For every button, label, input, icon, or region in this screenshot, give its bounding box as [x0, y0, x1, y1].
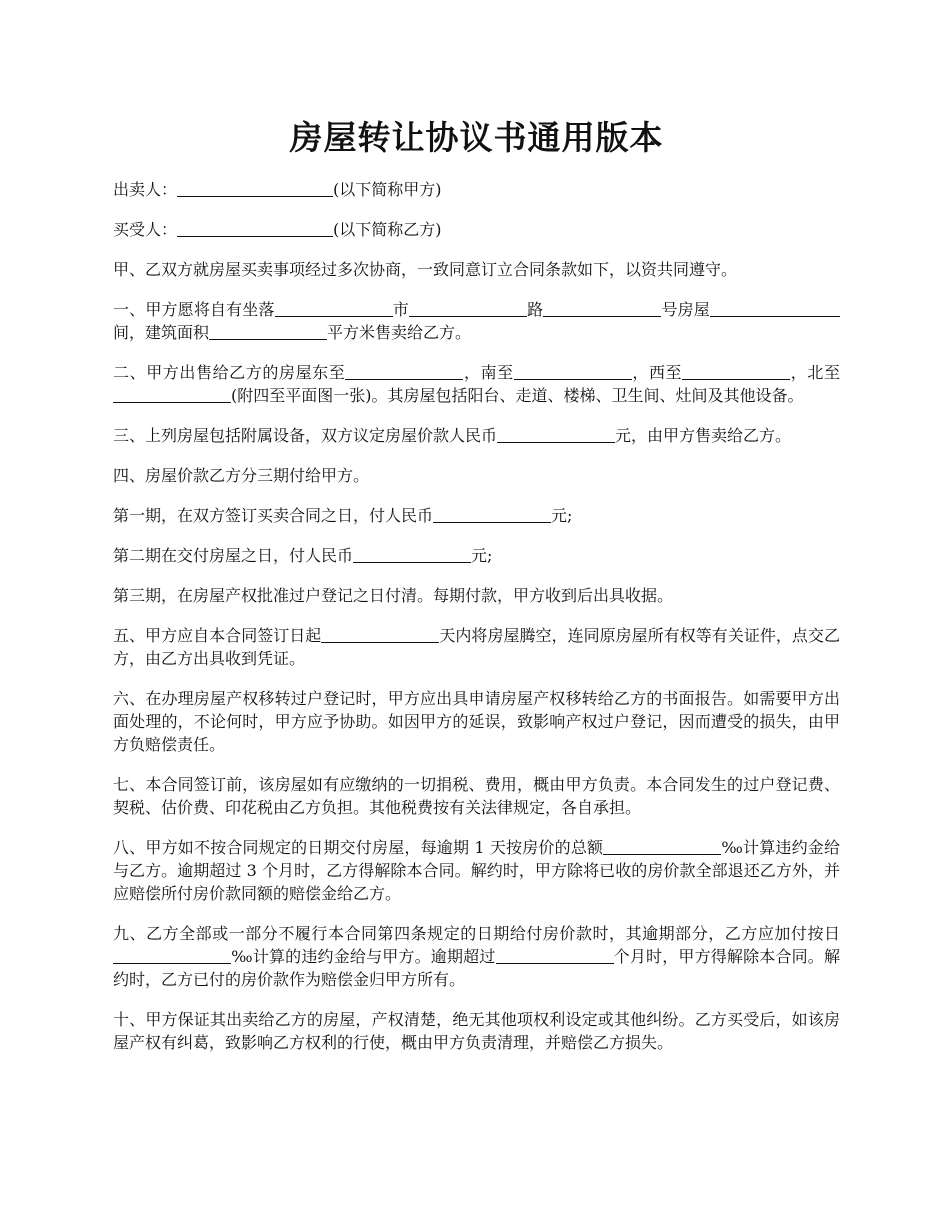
clause-9: 九、乙方全部或一部分不履行本合同第四条规定的日期给付房价款时，其逾期部分，乙方应加付按日‰计算的违约金给与甲方。逾期超过 个月时，甲方得解除本合同。解约时，乙方已付的房价款作为赔偿金归甲方所有。 — [113, 924, 840, 989]
blank — [603, 837, 721, 855]
payment-2: 第二期在交付房屋之日，付人民币 元; — [113, 546, 493, 565]
blank — [514, 362, 632, 380]
clause-6: 六、在办理房屋产权移转过户登记时，甲方应出具申请房屋产权移转给乙方的书面报告。如需要甲方出面处理的，不论何时，甲方应予协助。如因甲方的延误，致影响产权过户登记，因而遭受的损失，由甲方负赔偿责任。 — [113, 689, 840, 754]
blank — [496, 946, 614, 964]
blank — [113, 385, 231, 403]
blank — [353, 545, 471, 563]
blank — [682, 362, 782, 380]
blank — [209, 322, 327, 340]
document-title: 房屋转让协议书通用版本 — [289, 118, 664, 157]
blank — [409, 299, 527, 317]
blank — [810, 299, 840, 317]
clause-5: 五、甲方应自本合同签订日起 天内将房屋腾空，连同原房屋所有权等有关证件，点交乙方，由乙方出具收到凭证。 — [113, 626, 840, 668]
intro-paragraph: 甲、乙双方就房屋买卖事项经过多次协商，一致同意订立合同条款如下，以资共同遵守。 — [113, 260, 738, 279]
blank — [497, 425, 615, 443]
blank — [345, 362, 463, 380]
blank — [275, 299, 393, 317]
blank — [710, 299, 810, 317]
clause-2: 二、甲方出售给乙方的房屋东至 ，南至 ，西至 ，北至(附四至平面图一张)。其房屋包括阳台、走道、楼梯、卫生间、灶间及其他设备。 — [113, 363, 840, 405]
clause-1: 一、甲方愿将自有坐落 市 路 号房屋间，建筑面积 平方米售卖给乙方。 — [113, 298, 840, 344]
blank — [543, 299, 661, 317]
seller-line: 出卖人： (以下简称甲方) — [113, 180, 442, 199]
clause-3: 三、上列房屋包括附属设备，双方议定房屋价款人民币 元，由甲方售卖给乙方。 — [113, 426, 792, 445]
blank — [433, 505, 551, 523]
payment-3: 第三期，在房屋产权批准过户登记之日付清。每期付款，甲方收到后出具收据。 — [113, 586, 674, 605]
clause-4: 四、房屋价款乙方分三期付给甲方。 — [113, 466, 370, 485]
seller-blank — [177, 179, 333, 197]
blank — [321, 625, 439, 643]
buyer-line: 买受人： (以下简称乙方) — [113, 220, 442, 239]
payment-1: 第一期，在双方签订买卖合同之日，付人民币 元; — [113, 506, 573, 525]
clause-8: 八、甲方如不按合同规定的日期交付房屋，每逾期 1 天按房价的总额 ‰计算违约金给与乙方。逾期超过 3 个月时，乙方得解除本合同。解约时，甲方除将已收的房价款全部退还乙方外，并应赔偿所付房价款同额的赔偿金给乙方。 — [113, 838, 840, 903]
blank — [113, 946, 231, 964]
buyer-blank — [177, 219, 333, 237]
blank — [782, 362, 790, 380]
clause-10: 十、甲方保证其出卖给乙方的房屋，产权清楚，绝无其他项权利设定或其他纠纷。乙方买受后，如该房屋产权有纠葛，致影响乙方权利的行使，概由甲方负责清理，并赔偿乙方损失。 — [113, 1010, 840, 1052]
clause-7: 七、本合同签订前，该房屋如有应缴纳的一切捐税、费用，概由甲方负责。本合同发生的过户登记费、契税、估价费、印花税由乙方负担。其他税费按有关法律规定，各自承担。 — [113, 775, 840, 817]
